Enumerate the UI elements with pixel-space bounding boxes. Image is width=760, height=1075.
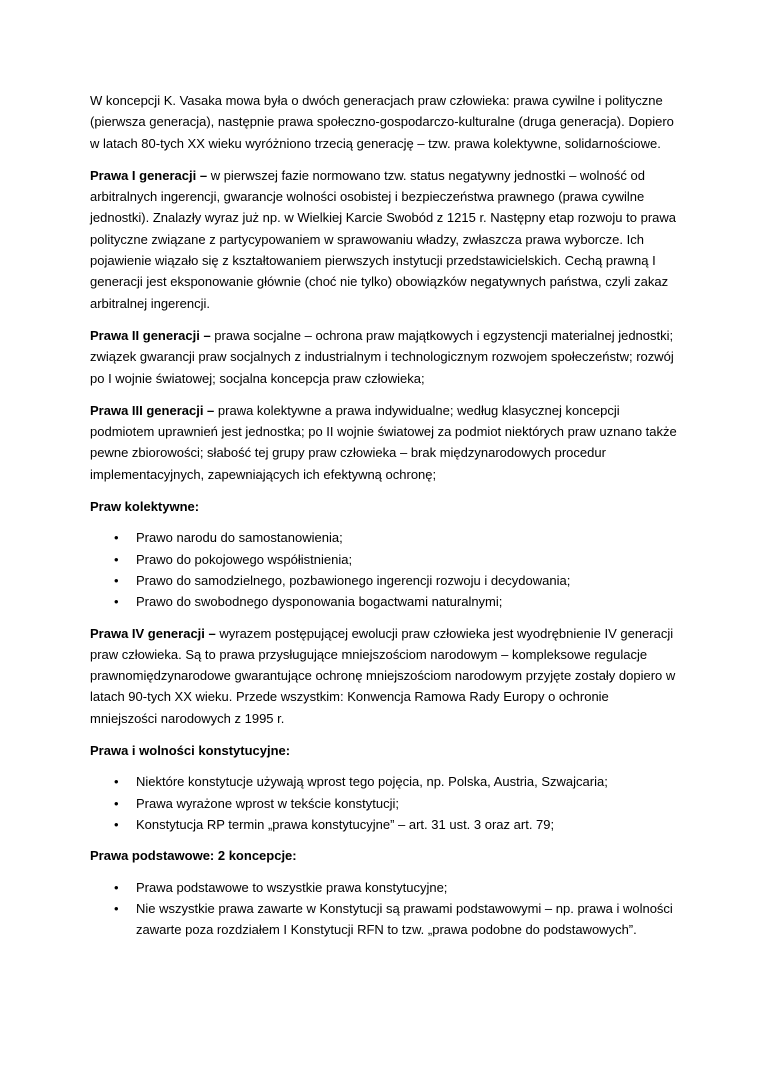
- list-item: [90, 549, 678, 570]
- list-item-text: Prawo narodu do samostanowienia;: [136, 530, 343, 546]
- gen3-heading: Prawa III generacji –: [90, 402, 215, 418]
- list-item: [90, 877, 678, 898]
- list-item: [90, 527, 678, 548]
- list-item-text: Prawo do samodzielnego, pozbawionego ingerencji rozwoju i decydowania;: [136, 572, 571, 588]
- collective-list: [90, 527, 678, 612]
- bullet-icon: •: [114, 816, 119, 832]
- fundamental-list: [90, 877, 678, 941]
- bullet-icon: •: [114, 572, 119, 588]
- gen2-text: prawa socjalne – ochrona praw majątkowych i egzystencji materialnej jednostki; związek gwarancji praw socjalnych z industrialnym i technologicznym rozwojem społeczeństw; rozwój po I wojnie światowej; socjalna koncepcja praw człowieka;: [90, 327, 674, 386]
- gen3-text: prawa kolektywne a prawa indywidualne; według klasycznej koncepcji podmiotem uprawnień jest jednostka; po II wojnie światowej za podmiot niektórych praw uznano także pewne zbiorowości; słabość tej grupy praw człowieka – brak międzynarodowych procedur implementacyjnych, zapewniających ich efektywną ochronę;: [90, 402, 677, 482]
- intro-paragraph: W koncepcji K. Vasaka mowa była o dwóch generacjach praw człowieka: prawa cywilne i polityczne (pierwsza generacja), następnie prawa społeczno-gospodarczo-kulturalne (druga generacja). Dopiero w latach 80-tych XX wieku wyróżniono trzecią generację – tzw. prawa kolektywne, solidarnościowe.: [90, 93, 674, 151]
- gen3-paragraph: [90, 400, 678, 485]
- gen2-paragraph: [90, 325, 678, 389]
- gen4-paragraph: [90, 623, 678, 729]
- collective-heading: Praw kolektywne:: [90, 499, 200, 515]
- list-item: [90, 771, 678, 792]
- list-item-text: Prawo do swobodnego dysponowania bogactwami naturalnymi;: [136, 594, 503, 610]
- bullet-icon: •: [114, 795, 119, 811]
- bullet-icon: •: [114, 530, 119, 546]
- list-item-text: Nie wszystkie prawa zawarte w Konstytucji są prawami podstawowymi – np. prawa i wolności zawarte poza rozdziałem I Konstytucji RFN to tzw. „prawa podobne do podstawowych”.: [136, 900, 673, 938]
- gen1-paragraph: [90, 165, 678, 314]
- list-item-text: Prawo do pokojowego współistnienia;: [136, 551, 353, 567]
- list-item-text: Prawa podstawowe to wszystkie prawa konstytucyjne;: [136, 879, 448, 895]
- bullet-icon: •: [114, 594, 119, 610]
- gen4-text: wyrazem postępującej ewolucji praw człowieka jest wyodrębnienie IV generacji praw człowieka. Są to prawa przysługujące mniejszościom narodowym – kompleksowe regulacje prawnomiędzynarodowe gwarantujące ochronę mniejszościom narodowym przyjęte zostały dopiero w latach 90-tych XX wieku. Przede wszystkim: Konwencja Ramowa Rady Europy o ochronie mniejszości narodowych z 1995 r.: [90, 625, 676, 726]
- gen4-heading: Prawa IV generacji –: [90, 625, 216, 641]
- fundamental-heading: Prawa podstawowe: 2 koncepcje:: [90, 848, 297, 864]
- gen2-heading: Prawa II generacji –: [90, 327, 211, 343]
- bullet-icon: •: [114, 900, 119, 916]
- list-item-text: Prawa wyrażone wprost w tekście konstytucji;: [136, 795, 399, 811]
- list-item-text: Niektóre konstytucje używają wprost tego pojęcia, np. Polska, Austria, Szwajcaria;: [136, 774, 608, 790]
- list-item-text: Konstytucja RP termin „prawa konstytucyjne” – art. 31 ust. 3 oraz art. 79;: [136, 816, 555, 832]
- list-item: [90, 570, 678, 591]
- document-page: [90, 90, 678, 950]
- list-item: [90, 591, 678, 612]
- constitutional-list: [90, 771, 678, 835]
- bullet-icon: •: [114, 551, 119, 567]
- constitutional-heading: Prawa i wolności konstytucyjne:: [90, 743, 291, 759]
- list-item: [90, 898, 678, 941]
- gen1-heading: Prawa I generacji –: [90, 167, 208, 183]
- list-item: [90, 793, 678, 814]
- gen1-text: w pierwszej fazie normowano tzw. status negatywny jednostki – wolność od arbitralnych ingerencji, gwarancje wolności osobistej i bezpieczeństwa prawnego (prawa cywilne jednostki). Znalazły wyraz już np. w Wielkiej Karcie Swobód z 1215 r. Następny etap rozwoju to prawa polityczne związane z partycypowaniem w sprawowaniu władzy, zwłaszcza prawa wyborcze. Ich pojawienie wiązało się z kształtowaniem pierwszych instytucji przedstawicielskich. Cechą prawną I generacji jest eksponowanie głównie (choć nie tylko) obowiązków negatywnych państwa, czyli zakaz arbitralnej ingerencji.: [90, 167, 676, 311]
- bullet-icon: •: [114, 774, 119, 790]
- bullet-icon: •: [114, 879, 119, 895]
- list-item: [90, 814, 678, 835]
